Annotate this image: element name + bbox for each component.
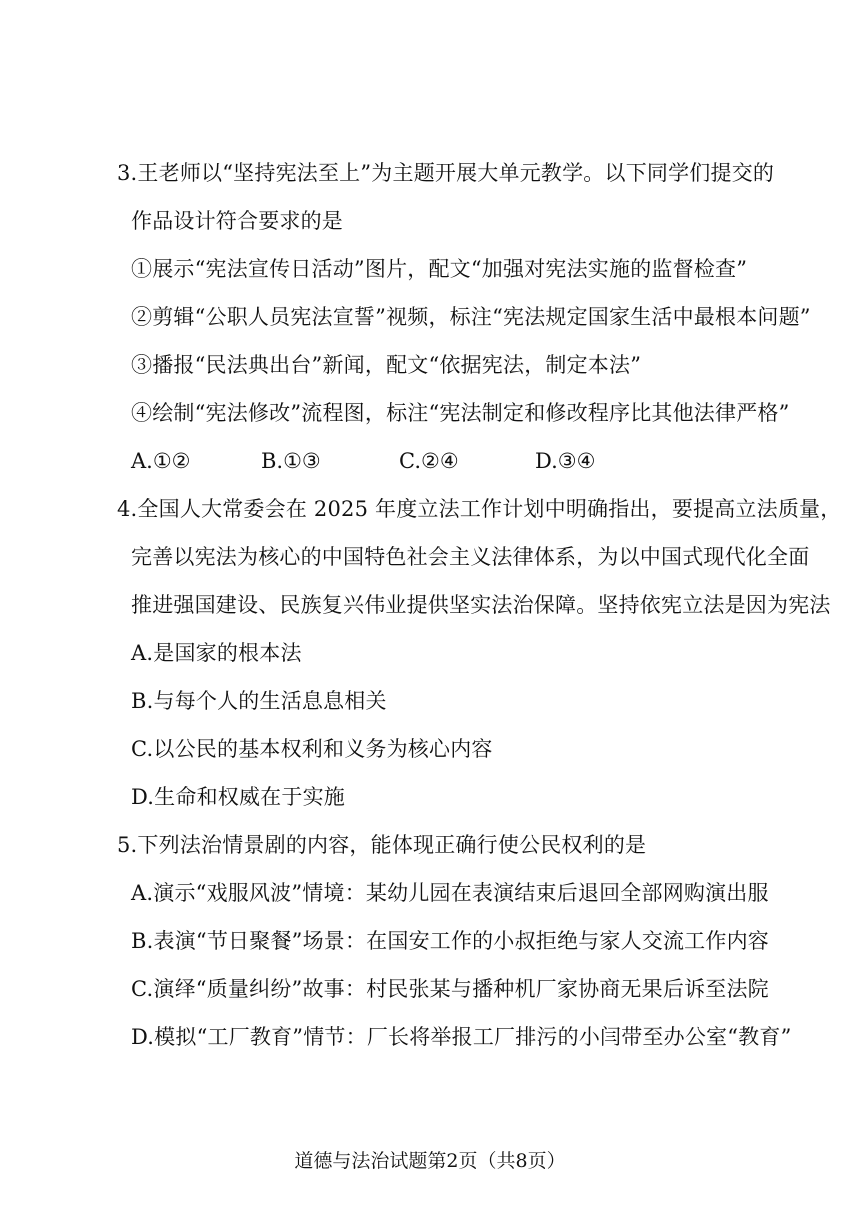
question-4-option-b: B.与每个人的生活息息相关 — [131, 689, 387, 713]
question-3-item-2: ②剪辑“公职人员宪法宣誓”视频，标注“宪法规定国家生活中最根本问题” — [131, 305, 811, 329]
question-4-option-a: A.是国家的根本法 — [131, 641, 302, 665]
question-3-stem-line-1: 3.王老师以“坚持宪法至上”为主题开展大单元教学。以下同学们提交的 — [117, 161, 775, 185]
question-4-stem-line-2: 完善以宪法为核心的中国特色社会主义法律体系，为以中国式现代化全面 — [131, 545, 810, 569]
question-4-option-c: C.以公民的基本权利和义务为核心内容 — [131, 737, 493, 761]
question-4-stem-line-3: 推进强国建设、民族复兴伟业提供坚实法治保障。坚持依宪立法是因为宪法 — [131, 593, 831, 617]
question-3-option-a: A.①② — [131, 449, 191, 473]
page-footer: 道德与法治试题第2页（共8页） — [294, 1150, 566, 1172]
question-4-stem-line-1: 4.全国人大常委会在 2025 年度立法工作计划中明确指出，要提高立法质量， — [117, 497, 842, 521]
question-5-option-d: D.模拟“工厂教育”情节：厂长将举报工厂排污的小闫带至办公室“教育” — [131, 1025, 792, 1049]
question-5-option-c: C.演绎“质量纠纷”故事：村民张某与播种机厂家协商无果后诉至法院 — [131, 977, 769, 1001]
question-5-stem: 5.下列法治情景剧的内容，能体现正确行使公民权利的是 — [117, 833, 647, 857]
question-3-option-b: B.①③ — [261, 449, 321, 473]
question-3-stem-line-2: 作品设计符合要求的是 — [131, 209, 343, 233]
question-3-item-1: ①展示“宪法宣传日活动”图片，配文“加强对宪法实施的监督检查” — [131, 257, 748, 281]
question-3-options — [131, 446, 771, 476]
question-5-option-a: A.演示“戏服风波”情境：某幼儿园在表演结束后退回全部网购演出服 — [131, 881, 769, 905]
question-3-item-4: ④绘制“宪法修改”流程图，标注“宪法制定和修改程序比其他法律严格” — [131, 401, 790, 425]
question-5-option-b: B.表演“节日聚餐”场景：在国安工作的小叔拒绝与家人交流工作内容 — [131, 929, 769, 953]
question-4-option-d: D.生命和权威在于实施 — [131, 785, 345, 809]
question-3-option-c: C.②④ — [399, 449, 459, 473]
question-3-option-d: D.③④ — [535, 449, 596, 473]
question-3-item-3: ③播报“民法典出台”新闻，配文“依据宪法，制定本法” — [131, 353, 642, 377]
